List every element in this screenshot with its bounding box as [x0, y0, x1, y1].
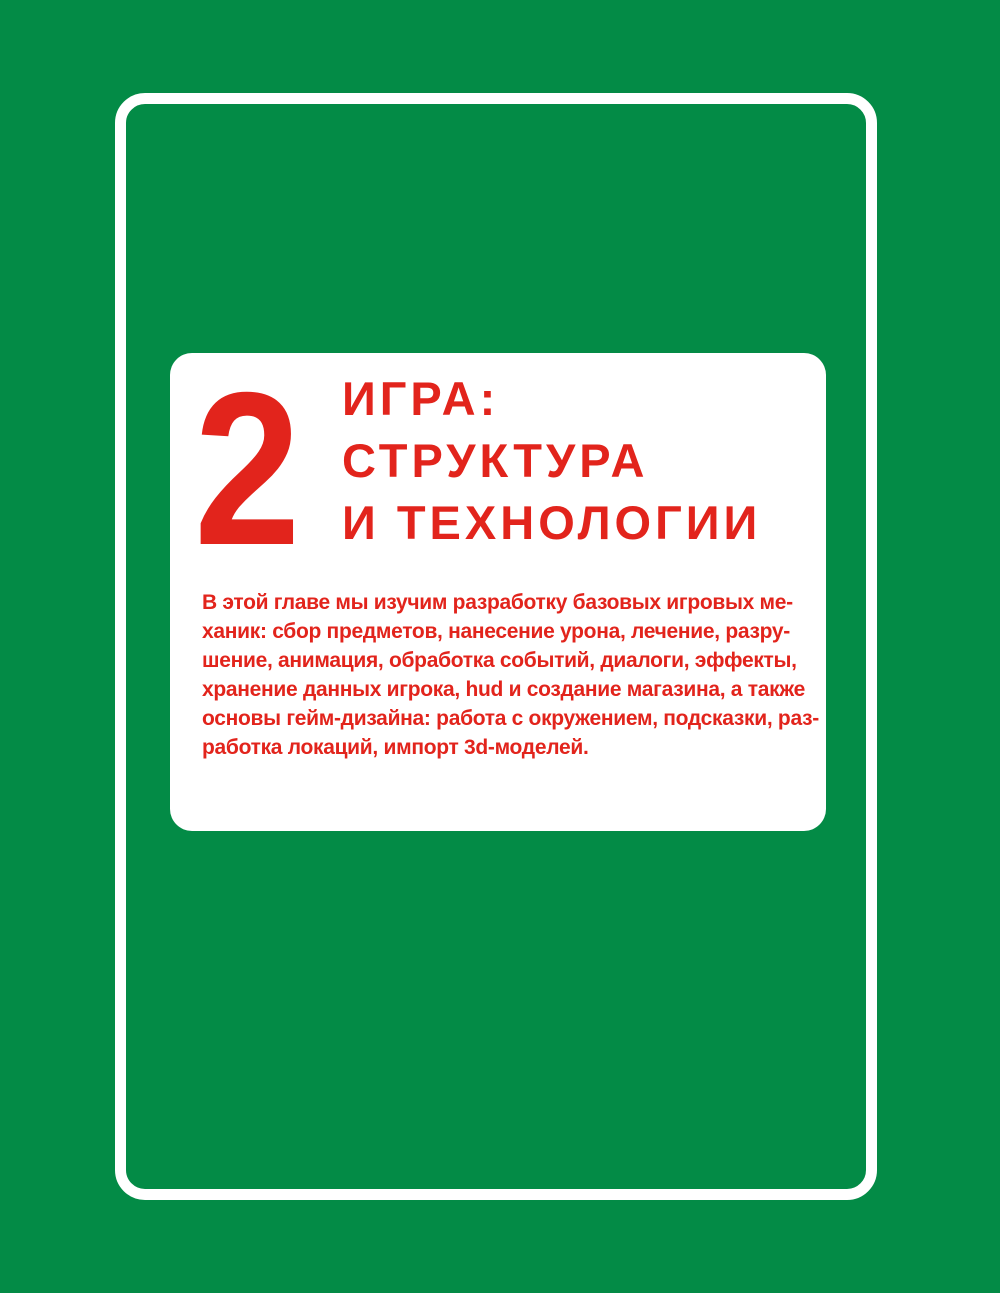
- chapter-intro-line-4: хранение данных игрока, hud и создание магазина, а также: [202, 678, 805, 701]
- chapter-intro-line-1: В этой главе мы изучим разработку базовых игровых ме-: [202, 591, 793, 614]
- chapter-intro-line-2: ханик: сбор предметов, нанесение урона, лечение, разру-: [202, 620, 790, 643]
- chapter-title-line-2: СТРУКТУРА: [342, 434, 649, 487]
- chapter-card: [170, 348, 826, 831]
- chapter-title: [342, 368, 761, 554]
- chapter-intro-line-6: работка локаций, импорт 3d-моделей.: [202, 736, 589, 759]
- chapter-intro: [202, 588, 819, 762]
- chapter-title-line-3: И ТЕХНОЛОГИИ: [342, 496, 762, 549]
- chapter-intro-line-5: основы гейм-дизайна: работа с окружением, подсказки, раз-: [202, 707, 819, 730]
- chapter-number: 2: [194, 348, 301, 591]
- chapter-title-line-1: ИГРА:: [342, 372, 500, 425]
- chapter-intro-line-3: шение, анимация, обработка событий, диалоги, эффекты,: [202, 649, 797, 672]
